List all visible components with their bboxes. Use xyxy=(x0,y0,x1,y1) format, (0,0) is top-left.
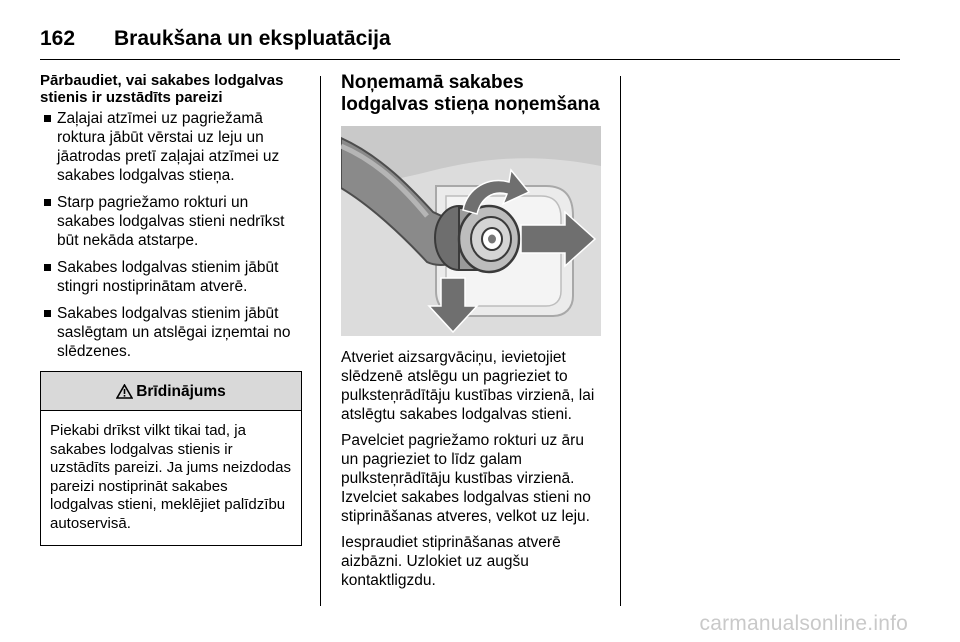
tow-bar-removal-illustration xyxy=(341,126,601,336)
column-divider xyxy=(320,76,321,606)
warning-box xyxy=(40,371,302,546)
left-column xyxy=(40,72,302,546)
instruction-paragraph: Atveriet aizsargvāciņu, ievietojiet slēdzenē atslēgu un pagrieziet to pulksteņrādītāju kustības virzienā, lai atslēgtu sakabes lodgalvas stieni. xyxy=(341,349,595,423)
chapter-title: Braukšana un ekspluatācija xyxy=(114,27,391,50)
page-number: 162 xyxy=(40,27,76,50)
warning-header xyxy=(41,372,301,411)
check-subheading: Pārbaudiet, vai sakabes lodgalvas stienis ir uzstādīts pareizi xyxy=(40,72,284,106)
middle-column xyxy=(341,72,601,597)
watermark: carmanualsonline.info xyxy=(699,612,908,635)
column-divider xyxy=(620,76,621,606)
instruction-paragraph: Iespraudiet stiprināšanas atverē aizbāzni. Uzlokiet uz augšu kontaktligzdu. xyxy=(341,534,561,589)
list-item: Sakabes lodgalvas stienim jābūt stingri nostiprinātam atverē. xyxy=(40,258,302,296)
list-item: Sakabes lodgalvas stienim jābūt saslēgtam un atslēgai izņemtai no slēdzenes. xyxy=(40,304,302,361)
check-list xyxy=(40,109,302,361)
instruction-paragraph: Pavelciet pagriežamo rokturi uz āru un pagrieziet to līdz galam pulksteņrādītāju kustības virzienā. Izvelciet sakabes lodgalvas stieni no stiprināšanas atveres, velkot uz leju. xyxy=(341,432,591,525)
warning-title: Brīdinājums xyxy=(136,382,226,400)
list-item: Starp pagriežamo rokturi un sakabes lodgalvas stieni nedrīkst būt nekāda atstarpe. xyxy=(40,193,302,250)
section-title: Noņemamā sakabes lodgalvas stieņa noņemšana xyxy=(341,72,600,115)
page-header xyxy=(40,14,900,60)
list-item: Zaļajai atzīmei uz pagriežamā roktura jābūt vērstai uz leju un jāatrodas pretī zaļajai atzīmei uz sakabes lodgalvas stieņa. xyxy=(40,109,302,185)
warning-text: Piekabi drīkst vilkt tikai tad, ja sakabes lodgalvas stienis ir uzstādīts pareizi. Ja jums neizdodas pareizi nostiprināt sakabes lodgalvas stieni, meklējiet palīdzību autoservisā. xyxy=(50,422,291,532)
warning-triangle-icon xyxy=(116,384,133,399)
